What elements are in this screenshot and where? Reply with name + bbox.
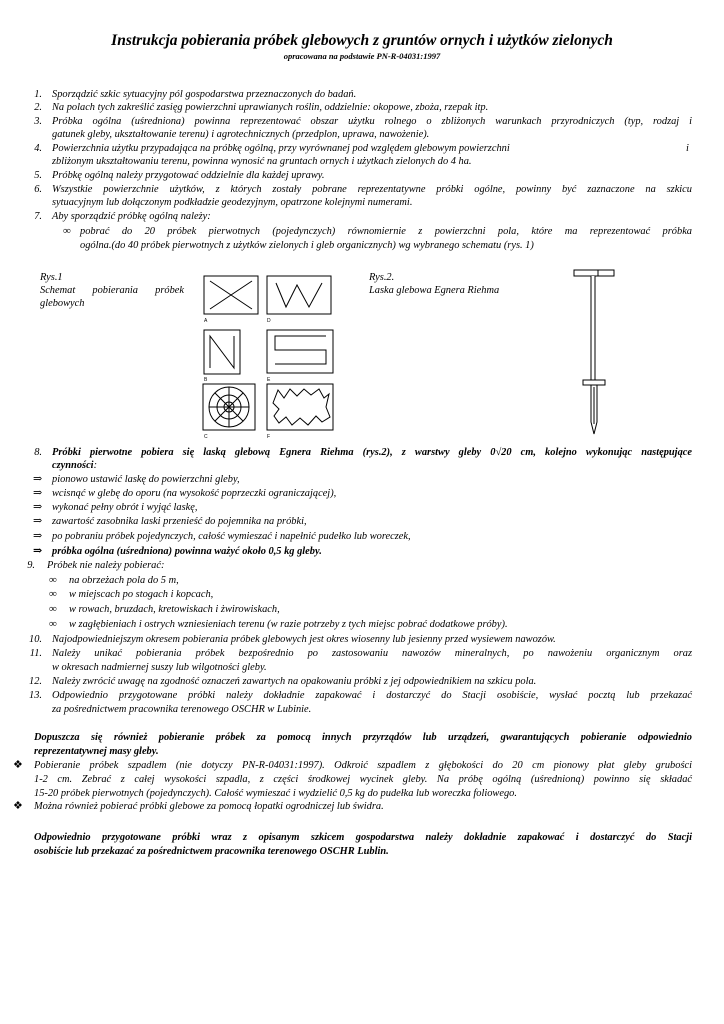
- step-text: Wszystkie powierzchnie użytków, z których zostały pobrane reprezentatywne próbki ogólne, powinny być zaznaczone na szkicu: [52, 184, 692, 195]
- figure2-label: Rys.2.: [369, 272, 395, 283]
- scheme-b-n-path: [210, 336, 234, 368]
- step8-colon: :: [93, 460, 98, 471]
- infinity-bullet-icon: ∞: [49, 618, 57, 630]
- step-number: 10.: [29, 634, 42, 645]
- step9-item: w rowach, bruzdach, kretowiskach i żwirowiskach,: [69, 604, 280, 615]
- diamond-bullet-icon: ❖: [13, 759, 23, 771]
- scheme-a-cross: [210, 281, 252, 309]
- probe-shaft: [591, 276, 595, 380]
- step-text: Powierzchnia użytku przypadająca na próbkę ogólną, przy wyrównanej pod względem glebowym powierzchni: [52, 143, 510, 154]
- scheme-d-zigzag: [276, 283, 322, 307]
- step-number: 9.: [27, 560, 35, 571]
- scheme-d-frame: [267, 276, 331, 314]
- infinity-bullet-icon: ∞: [63, 225, 71, 237]
- final-note: Odpowiednio przygotowane próbki wraz z opisanym szkicem gospodarstwa należy dokładnie zapakować i dostarczyć do Stacji: [34, 832, 692, 843]
- step-number: 3.: [34, 116, 42, 127]
- arrow-bullet-icon: ⇒: [33, 530, 43, 542]
- scheme-panel-label: B: [204, 377, 208, 383]
- diamond-item-text: Pobieranie próbek szpadlem (nie dotyczy PN-R-04031:1997). Odkroić szpadlem z głębokości do 20 cm pionowy płat gleby grubości: [34, 760, 692, 771]
- arrow-item-text: wcisnąć w glebę do oporu (na wysokość poprzeczki ograniczającej),: [52, 488, 337, 499]
- final-note: osobiście lub przekazać za pośrednictwem pracownika terenowego OSCHR Lublin.: [34, 846, 389, 857]
- arrow-bullet-icon: ⇒: [33, 487, 43, 499]
- infinity-bullet-icon: ∞: [49, 574, 57, 586]
- scheme-panel-label: A: [204, 318, 208, 324]
- arrow-bullet-icon: ⇒: [33, 515, 43, 527]
- page-subtitle: opracowana na podstawie PN-R-04031:1997: [283, 51, 441, 61]
- step-number: 2.: [34, 102, 42, 113]
- scheme-e-meander: [275, 336, 326, 364]
- step-number: 4.: [34, 143, 42, 154]
- step-text: za pośrednictwem pracownika terenowego OSCHR w Lubinie.: [52, 704, 312, 715]
- step-number: 13.: [29, 690, 42, 701]
- step-text: Aby sporządzić próbkę ogólną należy:: [52, 211, 211, 222]
- step-text: gatunek gleby, ukształtowanie terenu) i agrotechnicznych (przedplon, uprawa, nawożenie).: [52, 129, 430, 140]
- arrow-bullet-icon: ⇒: [33, 545, 43, 557]
- soil-probe-figure: [570, 262, 620, 438]
- step-text: Próbkę ogólną należy przygotować oddzielnie dla każdej uprawy.: [52, 170, 325, 181]
- step-text: i: [686, 143, 689, 154]
- scheme-panel-label: C: [204, 434, 208, 440]
- step-text: w okresach nadmiernej suszy lub wilgotności gleby.: [52, 662, 267, 673]
- arrow-bullet-icon: ⇒: [33, 501, 43, 513]
- probe-crossbar: [583, 380, 605, 385]
- infinity-bullet-icon: ∞: [49, 603, 57, 615]
- scheme-panel-label: D: [267, 318, 271, 324]
- step-number: 1.: [34, 89, 42, 100]
- step9-item: w zagłębieniach i ostrych wzniesieniach terenu (w razie potrzeby z tych miejsc pobrać dodatkowe próby).: [69, 619, 508, 630]
- figure2-caption: Laska glebowa Egnera Riehma: [369, 285, 500, 296]
- step-number: 7.: [34, 211, 42, 222]
- step-text: Próbka ogólna (uśredniona) powinna reprezentować obszar użytku rolnego o zbliżonych warunkach przyrodniczych (typ, rodzaj i: [52, 116, 692, 127]
- arrow-item-text: zawartość zasobnika laski przenieść do pojemnika na próbki,: [52, 516, 307, 527]
- step-text: Należy unikać pobierania próbek bezpośrednio po zastosowaniu nawozów mineralnych, po nawożeniu organicznym oraz: [52, 648, 692, 659]
- step-number: 12.: [29, 676, 42, 687]
- step-text: zbliżonym ukształtowaniu terenu, powinna wynosić na gruntach ornych i użytkach zielonych do 4 ha.: [52, 156, 472, 167]
- scheme-panel-label: E: [267, 377, 271, 383]
- arrow-item-text: wykonać pełny obrót i wyjąć laskę,: [52, 502, 198, 513]
- step7-sub-text: pobrać do 20 próbek pierwotnych (pojedynczych) równomiernie z powierzchni pola, które ma reprezentować próbka: [80, 226, 692, 237]
- step9-item: w miejscach po stogach i kopcach,: [69, 589, 214, 600]
- step-text: Należy zwrócić uwagę na zgodność oznaczeń zawartych na opakowaniu próbki z jej odpowiednikiem na szkicu pola.: [52, 676, 537, 687]
- step9-item: na obrzeżach pola do 5 m,: [69, 575, 179, 586]
- diamond-item-text: 15-20 próbek pierwotnych (pojedynczych). Całość wymieszać i wydzielić 0,5 kg do pudełka lub woreczka foliowego.: [34, 788, 517, 799]
- figure1-caption: glebowych: [40, 298, 85, 309]
- step-number: 6.: [34, 184, 42, 195]
- step8-text-line2: [52, 459, 97, 473]
- step-text: Na polach tych zakreślić zasięg powierzchni uprawianych roślin, oddzielnie: okopowe, zboża, rzepak itp.: [52, 102, 489, 113]
- step-number: 11.: [29, 648, 42, 659]
- figure1-caption: Schemat pobierania próbek: [40, 285, 184, 296]
- scheme-c-spokes: [209, 387, 249, 427]
- sampling-scheme-figure: [198, 270, 348, 442]
- figure1-label: Rys.1: [40, 272, 63, 283]
- diamond-item-text: Można również pobierać próbki glebowe za pomocą łopatki ogrodniczej lub świdra.: [34, 801, 384, 812]
- infinity-bullet-icon: ∞: [49, 588, 57, 600]
- arrow-item-text: pionowo ustawić laskę do powierzchni gleby,: [52, 474, 240, 485]
- step8-text: czynności: [52, 460, 94, 471]
- arrow-item-text: po pobraniu próbek pojedynczych, całość wymieszać i napełnić pudełko lub woreczek,: [52, 531, 411, 542]
- diamond-bullet-icon: ❖: [13, 800, 23, 812]
- step-text: Najodpowiedniejszym okresem pobierania próbek glebowych jest okres wiosenny lub jesienny przed wysiewem nawozów.: [52, 634, 556, 645]
- step-text: sytuacyjnym lub dołączonym podkładzie geodezyjnym, opatrzone kolejnymi numerami.: [52, 197, 413, 208]
- probe-handle: [574, 270, 614, 276]
- note-bold: reprezentatywnej masy gleby.: [34, 746, 159, 757]
- step-text: Odpowiednio przygotowane próbki należy dokładnie zapakować i dostarczyć do Stacji osobiście, wysłać pocztą lub przekazać: [52, 690, 692, 701]
- note-bold: Dopuszcza się również pobieranie próbek za pomocą innych przyrządów lub urządzeń, gwarantujących pobieranie odpowiednio: [34, 732, 692, 743]
- scheme-f-irregular-path: [273, 389, 330, 425]
- arrow-bullet-icon: ⇒: [33, 473, 43, 485]
- step9-text: Próbek nie należy pobierać:: [47, 560, 165, 571]
- step8-text: Próbki pierwotne pobiera się laską glebową Egnera Riehma (rys.2), z warstwy gleby 0√20 cm, kolejno wykonując następujące: [52, 447, 692, 458]
- arrow-item-text: próbka ogólna (uśredniona) powinna ważyć około 0,5 kg gleby.: [52, 546, 322, 557]
- step-text: Sporządzić szkic sytuacyjny pól gospodarstwa przeznaczonych do badań.: [52, 89, 357, 100]
- step-number: 8.: [34, 447, 42, 458]
- step7-sub-text: ogólna.(do 40 próbek pierwotnych z użytków zielonych i gleb organicznych) wg wybranego schematu (rys. 1): [80, 240, 534, 251]
- diamond-item-text: 1-2 cm. Zebrać z całej wysokości szpadla, z części środkowej wycinek gleby. Na próbę ogólną (uśrednioną) powinno się składać: [34, 774, 692, 785]
- scheme-panel-label: F: [267, 434, 271, 440]
- step-number: 5.: [34, 170, 42, 181]
- page-title: Instrukcja pobierania próbek glebowych z gruntów ornych i użytków zielonych: [111, 32, 613, 49]
